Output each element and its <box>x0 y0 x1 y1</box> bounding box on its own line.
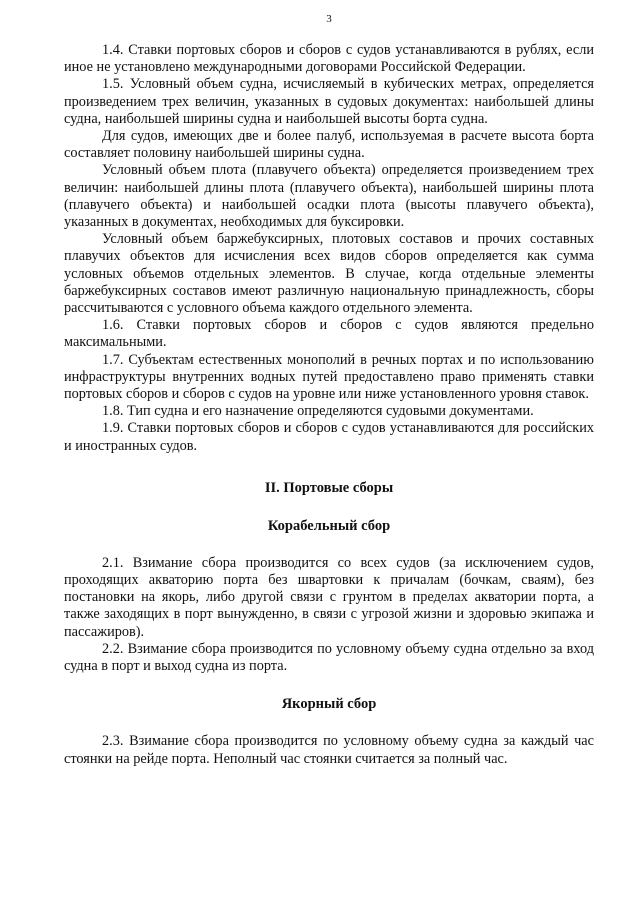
paragraph-two-decks: Для судов, имеющих две и более палуб, используемая в расчете высота борта составляет половину наибольшей ширины судна. <box>64 128 594 162</box>
paragraph-1-6: 1.6. Ставки портовых сборов и сборов с судов являются предельно максимальными. <box>64 317 594 351</box>
page-number: 3 <box>326 13 332 25</box>
subsection-title-ship-due: Корабельный сбор <box>267 517 391 534</box>
paragraph-1-5: 1.5. Условный объем судна, исчисляемый в кубических метрах, определяется произведением трех величин, указанных в судовых документах: наибольшей длины судна, наибольшей ширины судна и наибольшей высоты борта судна. <box>64 76 594 127</box>
paragraph-1-7: 1.7. Субъектам естественных монополий в речных портах и по использованию инфраструктуры внутренних водных путей предоставлено право применять ставки портовых сборов и сборов с судов на уровне или ниже установленного уровня ставок. <box>64 351 594 403</box>
general-provisions <box>64 42 594 455</box>
paragraph-1-4: 1.4. Ставки портовых сборов и сборов с судов устанавливаются в рублях, если иное не установлено международными договорами Российской Федерации. <box>64 42 594 76</box>
paragraph-1-9: 1.9. Ставки портовых сборов и сборов с судов устанавливаются для российских и иностранных судов. <box>64 420 594 454</box>
paragraph-2-1: 2.1. Взимание сбора производится со всех судов (за исключением судов, проходящих акваторию порта без швартовки к причалам (бочкам, сваям), без постановки на якорь, либо другой связи с грунтом в пределах акватории порта, а также заходящих в порт вынужденно, в связи с угрозой жизни и здоровью экипажа и пассажиров). <box>64 554 594 640</box>
section-title-port-dues: II. Портовые сборы <box>264 479 394 496</box>
document-page <box>64 12 594 768</box>
subsection-title-anchor-due: Якорный сбор <box>281 696 377 713</box>
paragraph-2-2: 2.2. Взимание сбора производится по условному объему судна отдельно за вход судна в порт и выход судна из порта. <box>64 640 594 675</box>
paragraph-composite-volume: Условный объем баржебуксирных, плотовых составов и прочих составных плавучих объектов для исчисления всех видов сборов определяется как сумма условных объемов отдельных элементов. В случае, когда отдельные элементы баржебуксирных составов имеют различную национальную принадлежность, сборы рассчитываются с условного объема каждого отдельного элемента. <box>64 231 594 317</box>
paragraph-raft-volume: Условный объем плота (плавучего объекта) определяется произведением трех величин: наибольшей длины плота (плавучего объекта), наибольшей ширины плота (плавучего объекта) и наибольшей осадки плота (высоты плавучего объекта), указанных в документах, необходимых для буксировки. <box>64 162 594 231</box>
paragraph-2-3: 2.3. Взимание сбора производится по условному объему судна за каждый час стоянки на рейде порта. Неполный час стоянки считается за полный час. <box>64 733 594 767</box>
paragraph-1-8: 1.8. Тип судна и его назначение определяются судовыми документами. <box>102 403 534 420</box>
